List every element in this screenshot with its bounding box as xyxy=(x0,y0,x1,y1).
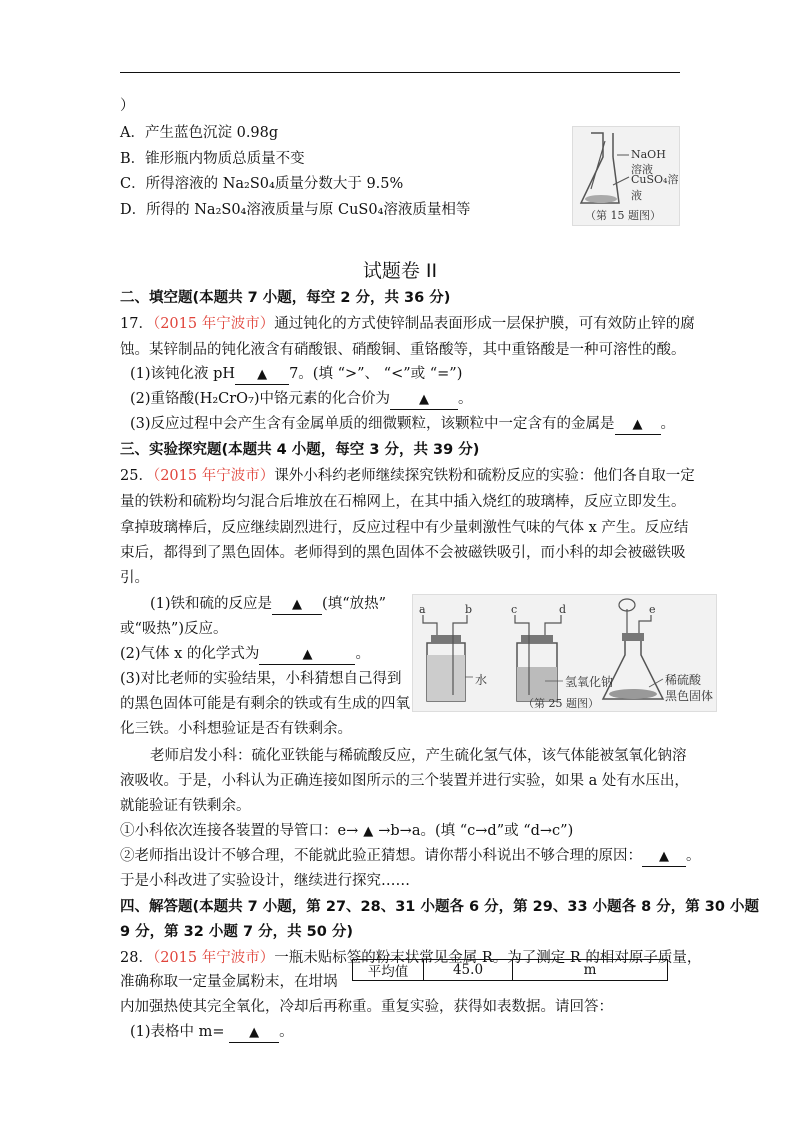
q25-caption: （第 25 题图） xyxy=(523,697,599,710)
q28-line1: 28．（2015 年宁波市）一瓶未贴标签的粉末状常见金属 R。为了测定 R 的相对原子质量， xyxy=(120,950,702,966)
q17-part1: (1)该钝化液 pH ▲ 7。(填 “>”、 “<”或 “=”) xyxy=(130,364,462,385)
q17-part3: (3)反应过程中会产生含有金属单质的细微颗粒，该颗粒中一定含有的金属是 ▲ 。 xyxy=(130,414,675,435)
table-row xyxy=(353,960,668,981)
q25-line3: 拿掉玻璃棒后，反应继续剧烈进行，反应过程中有少量刺激性气味的气体 x 产生。反应结 xyxy=(120,520,689,536)
q17-line2: 蚀。某锌制品的钝化液含有硝酸银、硝酸铜、重铬酸等，其中重铬酸是一种可溶性的酸。 xyxy=(120,342,686,358)
section-2-heading: 二、填空题(本题共 7 小题，每空 2 分，共 36 分) xyxy=(120,290,451,306)
q25-part1-cont: 或“吸热”)反应。 xyxy=(120,621,228,637)
top-rule xyxy=(120,72,680,73)
q15-option-a: A．产生蓝色沉淀 0.98g xyxy=(120,125,279,141)
table-cell-m: m xyxy=(513,960,668,981)
q25-c2: ②老师指出设计不够合理，不能就此验正猜想。请你帮小科说出不够合理的原因： ▲ 。 xyxy=(120,846,701,867)
q25-blank3[interactable]: ▲ xyxy=(363,824,374,839)
q15-option-c: C．所得溶液的 Na₂S0₄质量分数大于 9.5% xyxy=(120,176,404,192)
q25-part3-l3: 化三铁。小科想验证是否有铁剩余。 xyxy=(120,721,352,737)
q15-option-b: B．锥形瓶内物质总质量不变 xyxy=(120,151,305,167)
q25-label-b: b xyxy=(465,603,473,616)
q25-label-naoh: 氢氧化钠 xyxy=(565,675,614,689)
q25-label-c: c xyxy=(511,603,518,616)
q28-source: （2015 年宁波市） xyxy=(152,950,275,966)
q25-c1: ①小科依次连接各装置的导管口：e→ ▲ →b→a。(填 “c→d”或 “d→c”) xyxy=(120,823,574,839)
q15-figure xyxy=(572,126,680,226)
q25-figure xyxy=(412,594,717,712)
q28-line2: 准确称取一定量金属粉末，在坩埚 xyxy=(120,974,338,990)
q25-label-water: 水 xyxy=(475,673,488,687)
q25-part3-l2: 的黑色固体可能是有剩余的铁或有生成的四氧 xyxy=(120,696,410,712)
q25-line1: 25．（2015 年宁波市）课外小科约老师继续探究铁粉和硫粉反应的实验：他们各自取一定 xyxy=(120,468,695,484)
q15-paren: ） xyxy=(120,98,135,114)
q25-line5: 引。 xyxy=(120,570,149,586)
section-4-heading-1: 四、解答题(本题共 7 小题，第 27、28、31 小题各 6 分，第 29、33 小题各 8 分，第 30 小题 xyxy=(120,899,760,915)
q17-line1: 17．（2015 年宁波市）通过钝化的方式使锌制品表面形成一层保护膜，可有效防止锌的腐 xyxy=(120,316,695,332)
q28-blank1[interactable]: ▲ xyxy=(229,1023,279,1043)
q25-label-a: a xyxy=(419,603,426,616)
q25-label-d: d xyxy=(559,603,567,616)
q17-part2: (2)重铬酸(H₂CrO₇)中铬元素的化合价为 ▲ 。 xyxy=(130,389,473,410)
q15-option-d: D．所得的 Na₂S0₄溶液质量与原 CuS0₄溶液质量相等 xyxy=(120,202,471,218)
q25-label-solid: 黑色固体 xyxy=(665,689,714,703)
section-3-heading: 三、实验探究题(本题共 4 小题，每空 3 分，共 39 分) xyxy=(120,442,480,458)
page-title: 试题卷 II xyxy=(362,260,438,282)
q28-line3: 内加强热使其完全氧化，冷却后再称重。重复实验，获得如表数据。请回答： xyxy=(120,999,613,1015)
q17-blank3[interactable]: ▲ xyxy=(615,415,661,435)
q25-blank1[interactable]: ▲ xyxy=(272,595,322,615)
table-cell-label: 平均值 xyxy=(353,960,424,981)
q28-part1: (1)表格中 m= ▲ 。 xyxy=(130,1022,294,1043)
q25-part2: (2)气体 x 的化学式为 ▲ 。 xyxy=(120,644,370,665)
q25-source: （2015 年宁波市） xyxy=(152,468,275,484)
q25-line2: 量的铁粉和硫粉均匀混合后堆放在石棉网上，在其中插入烧红的玻璃棒，反应立即发生。 xyxy=(120,494,686,510)
section-4-heading-2: 9 分，第 32 小题 7 分，共 50 分) xyxy=(120,924,353,940)
table-cell-value: 45.0 xyxy=(424,960,513,981)
q28-table xyxy=(352,959,668,981)
q25-hint2: 液吸收。于是，小科认为正确连接如图所示的三个装置并进行实验，如果 a 处有水压出， xyxy=(120,773,689,789)
q17-blank1[interactable]: ▲ xyxy=(235,365,289,385)
q25-part3-l1: (3)对比老师的实验结果，小科猜想自己得到 xyxy=(120,671,402,687)
q25-blank4[interactable]: ▲ xyxy=(642,847,686,867)
q25-part1: (1)铁和硫的反应是 ▲ (填“放热” xyxy=(150,594,386,615)
q17-blank2[interactable]: ▲ xyxy=(390,390,458,410)
q25-line4: 束后，都得到了黑色固体。老师得到的黑色固体不会被磁铁吸引，而小科的却会被磁铁吸 xyxy=(120,545,686,561)
q25-hint1: 老师启发小科：硫化亚铁能与稀硫酸反应，产生硫化氢气体，该气体能被氢氧化钠溶 xyxy=(150,748,687,764)
q25-hint3: 就能验证有铁剩余。 xyxy=(120,798,251,814)
q25-blank2[interactable]: ▲ xyxy=(259,645,355,665)
q25-label-acid: 稀硫酸 xyxy=(665,673,702,687)
q15-caption: （第 15 题图） xyxy=(585,209,661,222)
q15-label-naoh: NaOH 溶液 xyxy=(631,148,666,176)
q15-label-cuso4: CuSO₄溶液 xyxy=(631,173,679,202)
q17-source: （2015 年宁波市） xyxy=(152,316,275,332)
q25-c3: 于是小科改进了实验设计，继续进行探究…… xyxy=(120,873,410,889)
q25-label-e: e xyxy=(649,603,656,616)
